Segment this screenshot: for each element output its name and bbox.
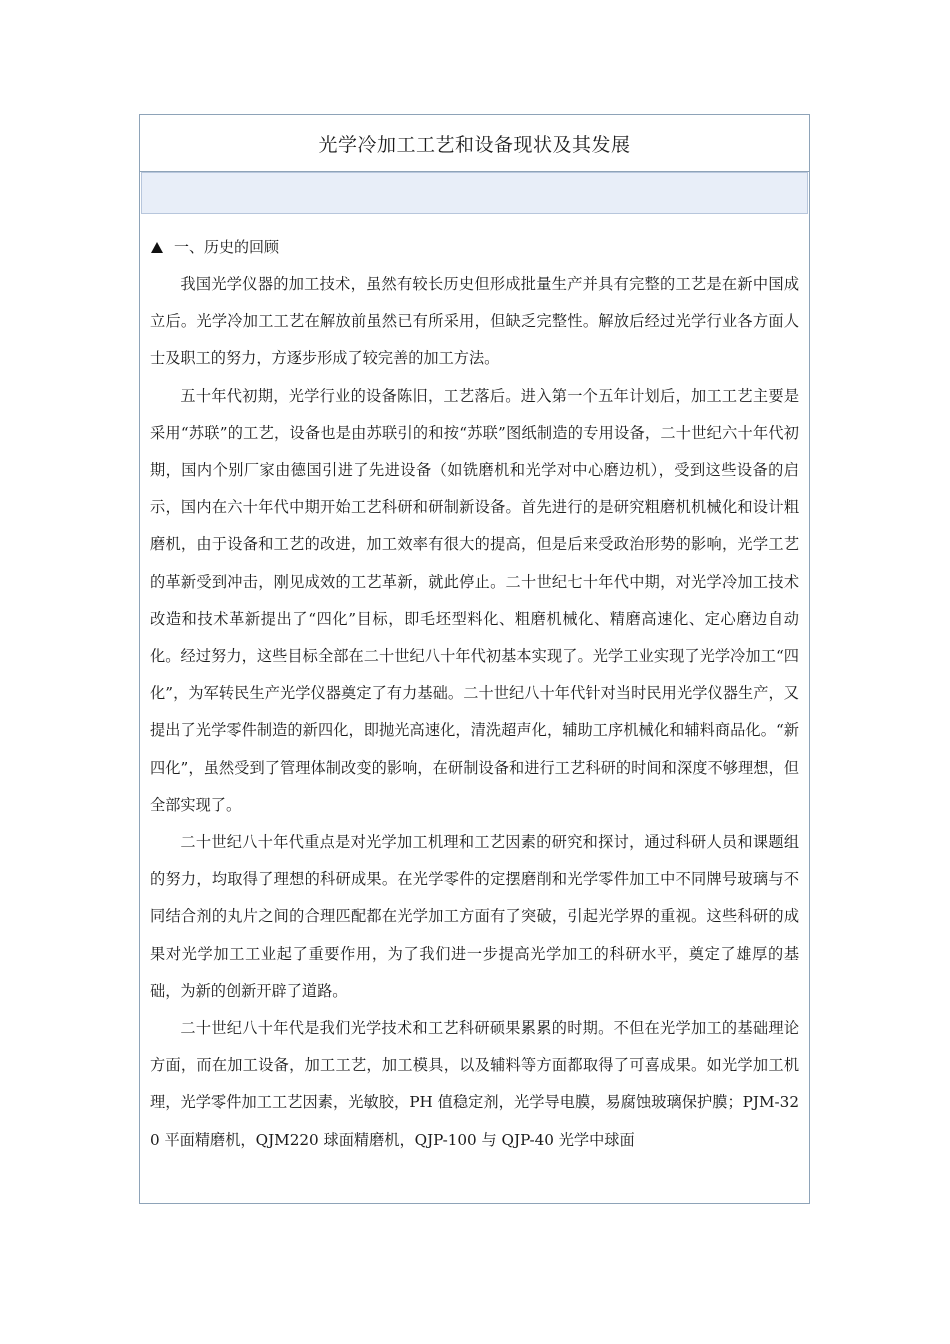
section-heading <box>150 228 799 266</box>
paragraph: 五十年代初期，光学行业的设备陈旧，工艺落后。进入第一个五年计划后，加工工艺主要是采用“苏联”的工艺，设备也是由苏联引的和按“苏联”图纸制造的专用设备，二十世纪六十年代初期，国内个别厂家由德国引进了先进设备（如铣磨机和光学对中心磨边机），受到这些设备的启示，国内在六十年代中期开始工艺科研和研制新设备。首先进行的是研究粗磨机机械化和设计粗磨机，由于设备和工艺的改进，加工效率有很大的提高，但是后来受政治形势的影响，光学工艺的革新受到冲击，刚见成效的工艺革新，就此停止。二十世纪七十年代中期，对光学冷加工技术改造和技术革新提出了“四化”目标，即毛坯型料化、粗磨机械化、精磨高速化、定心磨边自动化。经过努力，这些目标全部在二十世纪八十年代初基本实现了。光学工业实现了光学冷加工“四化”，为军转民生产光学仪器奠定了有力基础。二十世纪八十年代针对当时民用光学仪器生产，又提出了光学零件制造的新四化，即抛光高速化，清洗超声化，辅助工序机械化和辅料商品化。“新四化”，虽然受到了管理体制改变的影响，在研制设备和进行工艺科研的时间和深度不够理想，但全部实现了。 <box>150 386 799 814</box>
section-heading-text: 一、历史的回顾 <box>174 238 280 256</box>
header-band <box>141 172 808 214</box>
paragraph: 我国光学仪器的加工技术，虽然有较长历史但形成批量生产并具有完整的工艺是在新中国成立后。光学冷加工工艺在解放前虽然已有所采用，但缺乏完整性。解放后经过光学行业各方面人士及职工的努力，方逐步形成了较完善的加工方法。 <box>150 275 799 368</box>
document-body <box>140 214 809 1159</box>
paragraph: 二十世纪八十年代是我们光学技术和工艺科研硕果累累的时期。不但在光学加工的基础理论方面，而在加工设备，加工工艺，加工模具，以及辅料等方面都取得了可喜成果。如光学加工机理，光学零件加工工艺因素，光敏胶，PH 值稳定剂，光学导电膜，易腐蚀玻璃保护膜；PJM-320 平面精磨机，QJM220 球面精磨机，QJP-100 与 QJP-40 光学中球面 <box>150 1019 799 1149</box>
paragraph: 二十世纪八十年代重点是对光学加工机理和工艺因素的研究和探讨，通过科研人员和课题组的努力，均取得了理想的科研成果。在光学零件的定摆磨削和光学零件加工中不同牌号玻璃与不同结合剂的丸片之间的合理匹配都在光学加工方面有了突破，引起光学界的重视。这些科研的成果对光学加工工业起了重要作用，为了我们进一步提高光学加工的科研水平，奠定了雄厚的基础，为新的创新开辟了道路。 <box>150 833 799 1000</box>
document-title: 光学冷加工工艺和设备现状及其发展 <box>140 115 809 172</box>
triangle-bullet-icon <box>151 242 163 253</box>
document-frame <box>139 114 810 1204</box>
